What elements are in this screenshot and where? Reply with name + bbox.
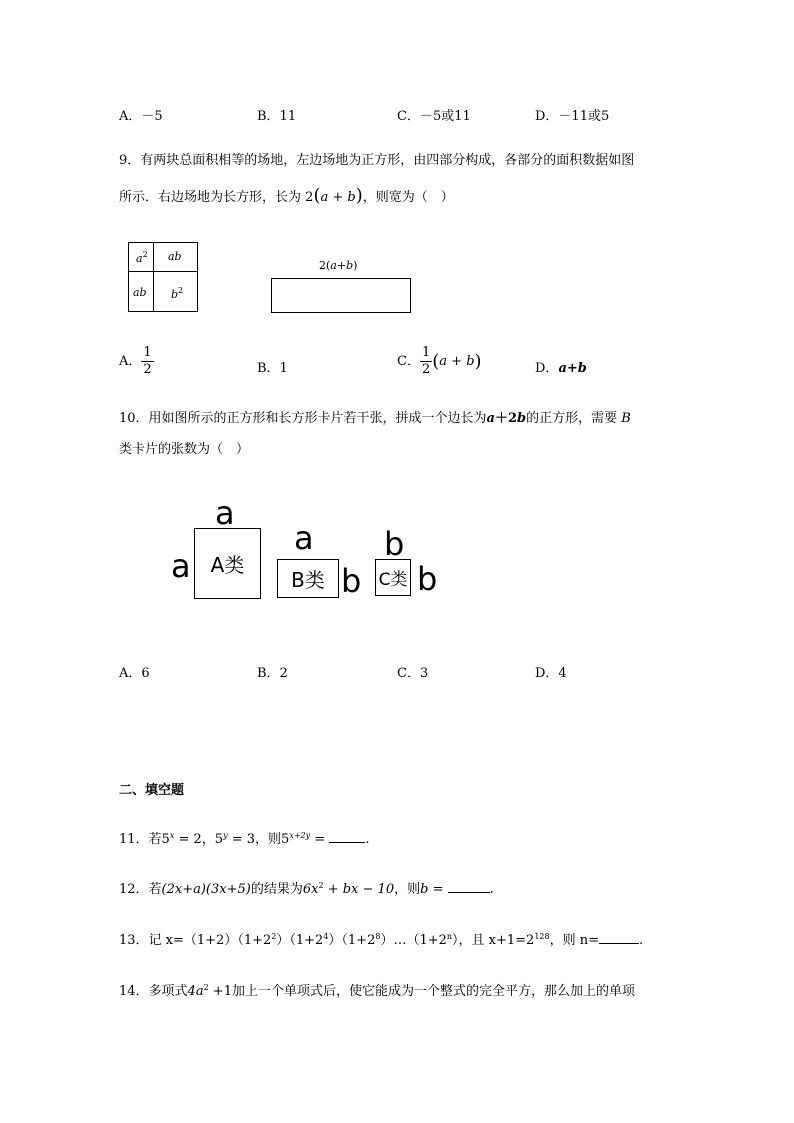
card-c <box>375 559 411 596</box>
card-c-label: C类 <box>378 570 408 590</box>
q10-line1: 10．用如图所示的正方形和长方形卡片若干张，拼成一个边长为a＋2b的正方形，需要 B <box>119 411 631 426</box>
card-a-top-label: a <box>215 494 235 532</box>
q9-line2-tail: ，则宽为（ ） <box>362 190 454 205</box>
card-b <box>277 559 339 598</box>
q9-line2-a: a <box>320 190 329 205</box>
q9-cell-a2: $a^2$ <box>136 250 148 265</box>
q14-line: 14．多项式$4a^2 +1$加上一个单项式后，使它能成为一个整式的完全平方，那么加上的单项 <box>119 983 635 999</box>
q12-line: 12．若(2x+a)(3x+5)的结果为$6x^2$ + bx − 10，则b = . <box>119 881 494 897</box>
q9-line2-text: 所示．右边场地为长方形，长为 <box>119 190 302 205</box>
card-b-right-label: b <box>341 562 362 600</box>
q9-line2: 所示．右边场地为长方形，长为 2(a + b)，则宽为（ ） <box>119 185 454 206</box>
q10-option-b: B．2 <box>257 666 288 681</box>
q9-line2-plus: + <box>332 190 344 205</box>
q9-line2-b: b <box>347 190 356 205</box>
q11-line: 11．若$5^x = 2$，$5^y = 3$，则$5^{x+2y}$ = . <box>119 831 370 847</box>
q8-option-a: A．－5 <box>119 109 163 124</box>
q9-option-c: C． $\frac{1}{2}$ (a + b) <box>397 345 482 377</box>
q10-option-a: A．6 <box>119 666 150 681</box>
section-heading: 二、填空题 <box>119 783 185 798</box>
q8-option-c: C．－5或11 <box>397 109 471 124</box>
q9-cell-b2: $b^2$ <box>171 286 184 301</box>
q9-rectangle <box>271 278 411 313</box>
q13-line: 13．记 $x=(1+2)(1+2^2)(1+2^4)(1+2^8)\dots(1+2^n)$，且 $x+1=2^{128}$，则 n= . <box>119 932 644 948</box>
q9-line2-coef: 2 <box>305 190 314 205</box>
q10-line2: 类卡片的张数为（ ） <box>119 442 250 457</box>
card-c-top-label: b <box>384 525 405 563</box>
card-a <box>194 528 261 599</box>
q9-option-a: A． $\frac{1}{2}$ <box>119 345 152 377</box>
card-a-left-label: a <box>171 547 191 585</box>
card-b-label: B类 <box>291 568 325 592</box>
q10-option-d: D．4 <box>535 666 567 681</box>
card-a-label: A类 <box>210 553 245 577</box>
q8-option-b: B．11 <box>257 109 297 124</box>
q9-rect-label: 2(a+b) <box>319 259 358 272</box>
q9-line1: 9．有两块总面积相等的场地，左边场地为正方形，由四部分构成，各部分的面积数据如图 <box>119 153 635 168</box>
q9-square-figure <box>128 242 198 312</box>
q8-option-d: D．－11或5 <box>535 109 610 124</box>
q9-option-b: B．1 <box>257 361 288 376</box>
card-c-right-label: b <box>417 560 438 598</box>
card-b-top-label: a <box>294 519 314 557</box>
q9-cell-ab-bottom: ab <box>133 286 147 299</box>
q9-cell-ab-top: ab <box>168 250 182 263</box>
q9-option-d: D．a+b <box>535 361 587 376</box>
q10-option-c: C．3 <box>397 666 429 681</box>
